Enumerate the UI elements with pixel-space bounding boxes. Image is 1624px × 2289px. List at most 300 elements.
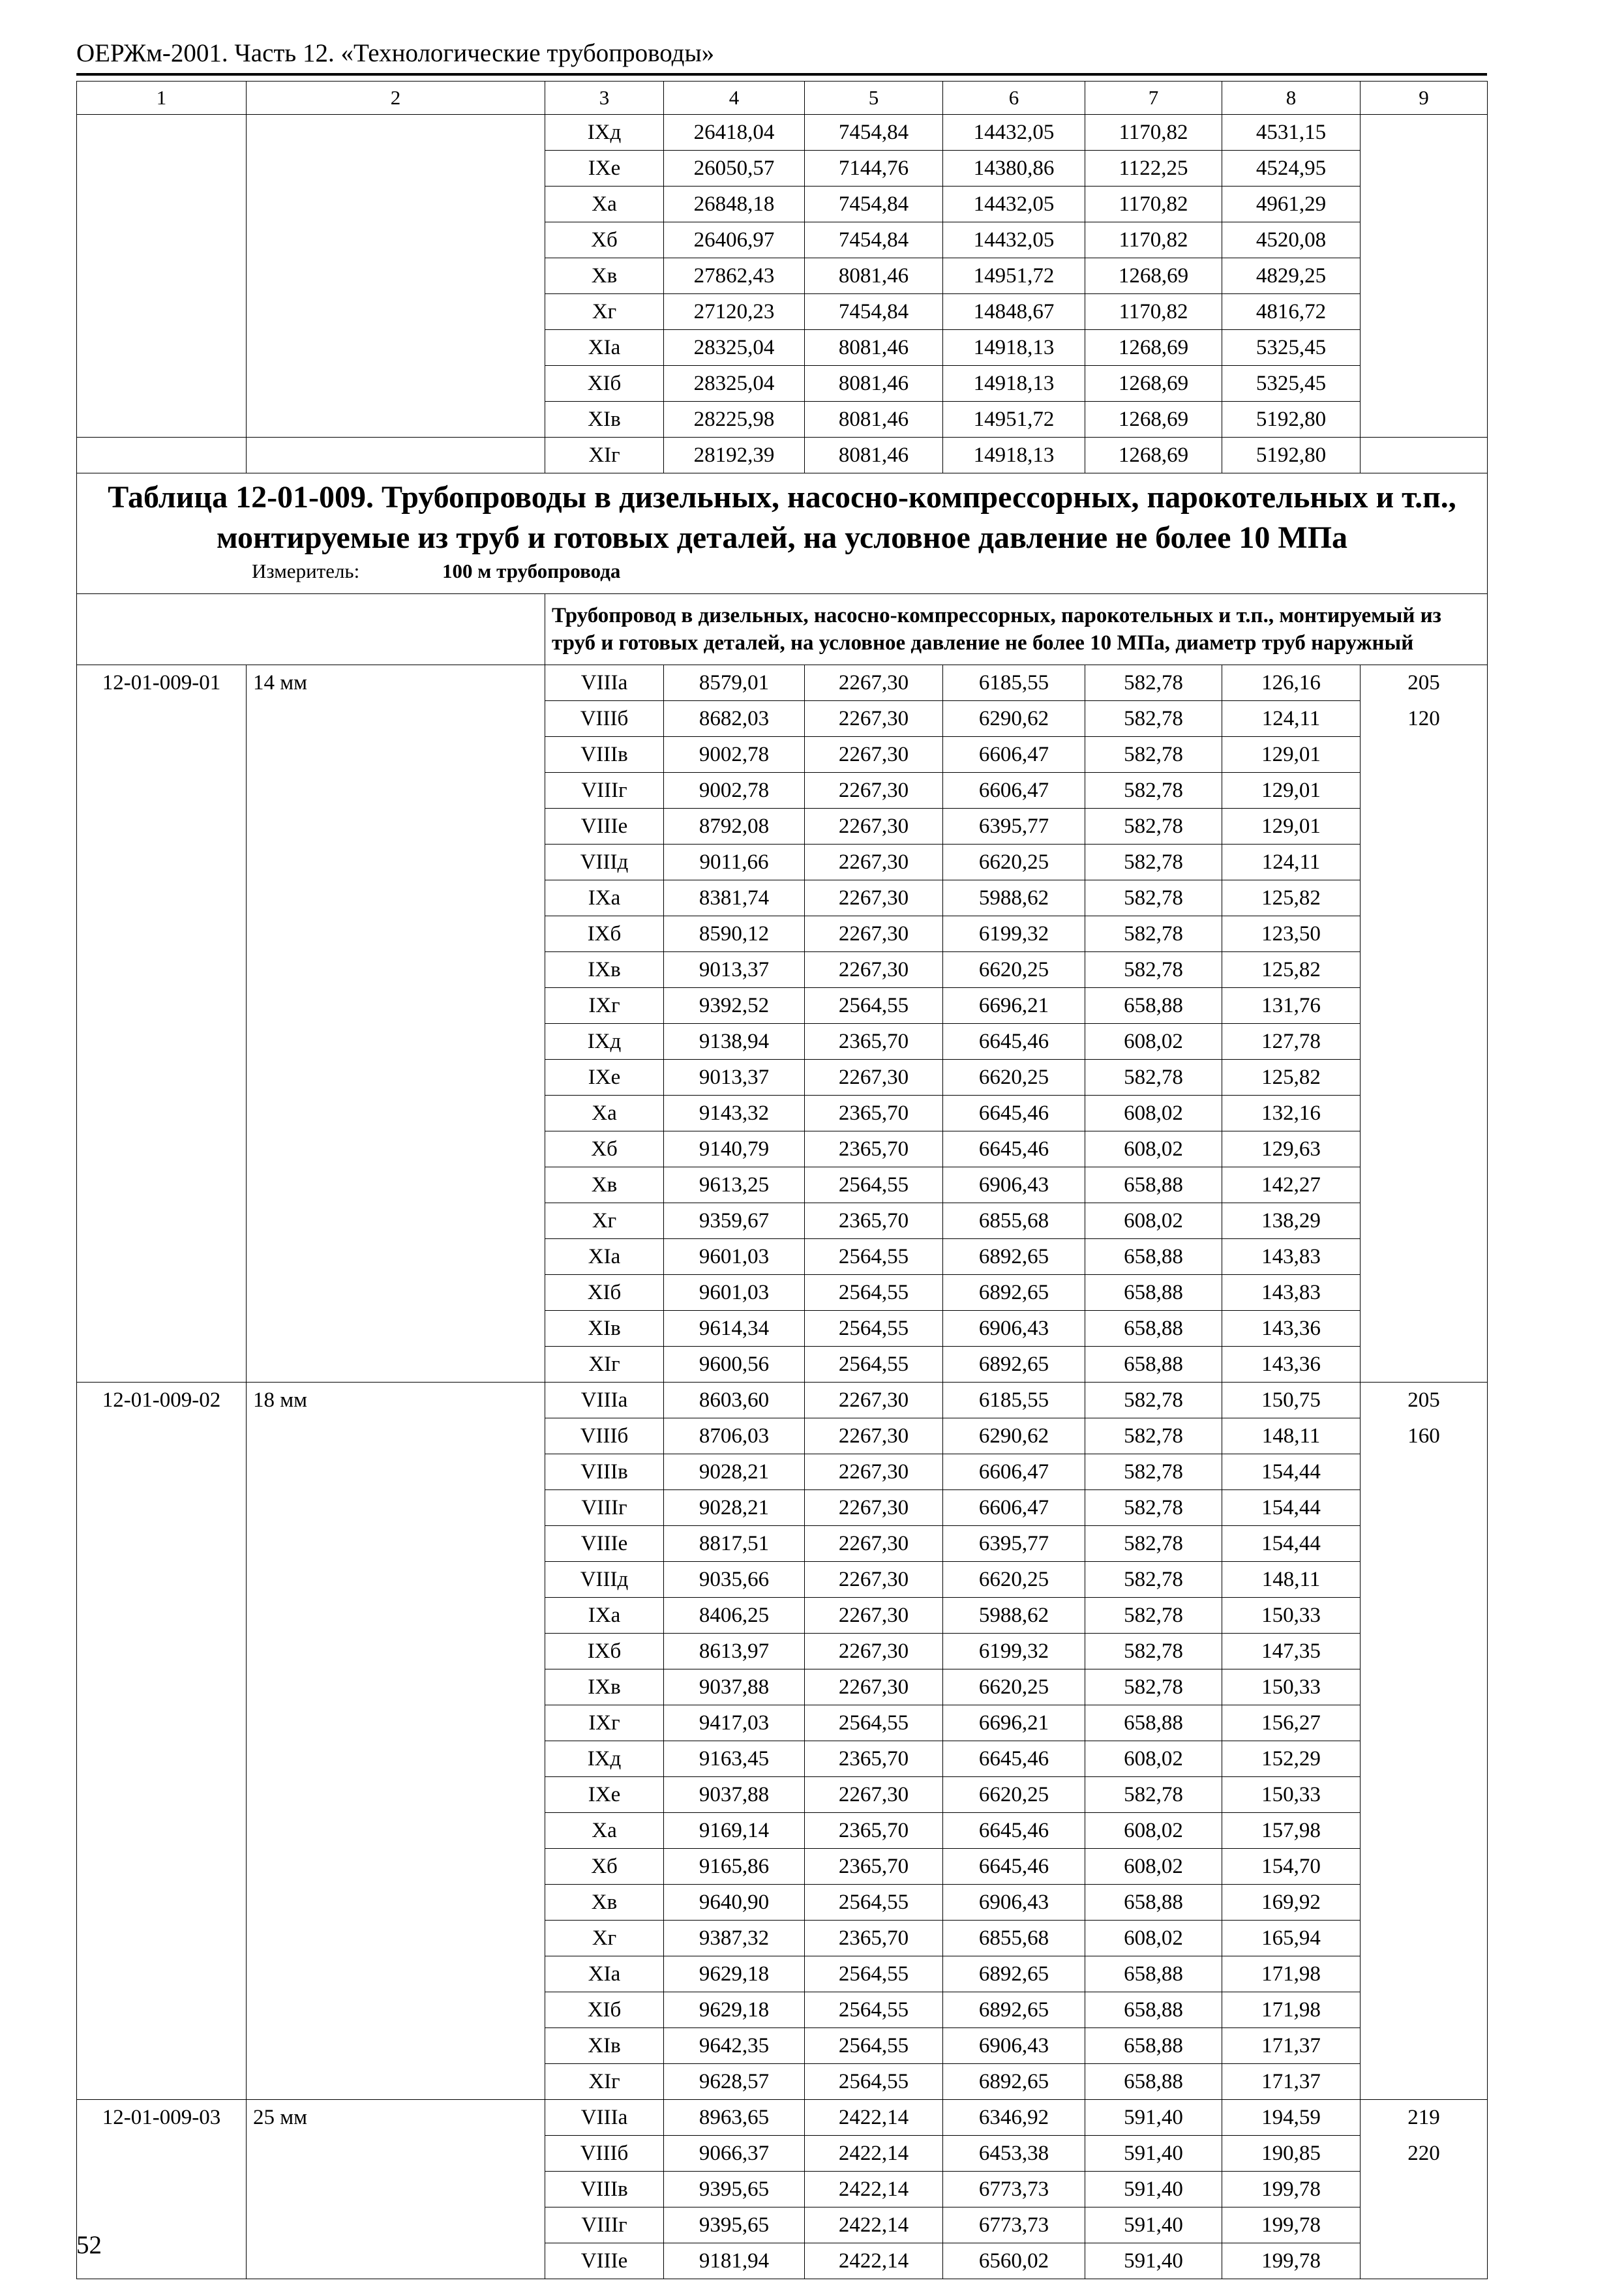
table-row: [77, 1705, 1488, 1741]
total-cost-cell: 9359,67: [664, 1203, 805, 1239]
driver-wages-cell: 582,78: [1085, 1490, 1222, 1526]
code-cell: [77, 258, 247, 294]
size-cell: [247, 2207, 545, 2243]
size-cell: [247, 988, 545, 1024]
table-row: [77, 1347, 1488, 1383]
extra-cell: [1361, 737, 1488, 773]
driver-wages-cell: 658,88: [1085, 1311, 1222, 1347]
total-cost-cell: 26848,18: [664, 187, 805, 222]
table-row: [77, 952, 1488, 988]
driver-wages-cell: 582,78: [1085, 952, 1222, 988]
wages-cell: 2564,55: [805, 1347, 943, 1383]
machines-cell: 14918,13: [943, 366, 1085, 402]
table-row: [77, 880, 1488, 916]
driver-wages-cell: 582,78: [1085, 1598, 1222, 1634]
materials-cell: 138,29: [1222, 1203, 1361, 1239]
extra-cell: 205: [1361, 665, 1488, 701]
machines-cell: 6606,47: [943, 1454, 1085, 1490]
code-cell: [77, 2207, 247, 2243]
machines-cell: 14918,13: [943, 438, 1085, 473]
wages-cell: 2267,30: [805, 665, 943, 701]
machines-cell: 14951,72: [943, 402, 1085, 438]
table-row: [77, 1669, 1488, 1705]
driver-wages-cell: 608,02: [1085, 1813, 1222, 1849]
driver-wages-cell: 1170,82: [1085, 294, 1222, 330]
column-number: 2: [247, 82, 545, 115]
size-cell: [247, 258, 545, 294]
size-cell: [247, 1060, 545, 1096]
size-cell: [247, 1885, 545, 1921]
page-header-title: ОЕРЖм-2001. Часть 12. «Технологические трубопроводы»: [76, 39, 715, 67]
materials-cell: 129,01: [1222, 809, 1361, 845]
total-cost-cell: 9392,52: [664, 988, 805, 1024]
driver-wages-cell: 582,78: [1085, 701, 1222, 737]
machines-cell: 6395,77: [943, 1526, 1085, 1562]
extra-cell: [1361, 1705, 1488, 1741]
table-row: [77, 1060, 1488, 1096]
extra-cell: [1361, 1131, 1488, 1167]
total-cost-cell: 8613,97: [664, 1634, 805, 1669]
driver-wages-cell: 582,78: [1085, 845, 1222, 880]
machines-cell: 6645,46: [943, 1131, 1085, 1167]
driver-wages-cell: 582,78: [1085, 1669, 1222, 1705]
size-cell: [247, 1598, 545, 1634]
page-number: 52: [76, 2231, 102, 2259]
group-class-cell: Xв: [545, 1167, 664, 1203]
table-row: [77, 1311, 1488, 1347]
subtitle-row: [77, 594, 1488, 665]
size-cell: [247, 952, 545, 988]
group-class-cell: Xб: [545, 222, 664, 258]
materials-cell: 4829,25: [1222, 258, 1361, 294]
group-class-cell: XIб: [545, 1992, 664, 2028]
code-cell: [77, 2136, 247, 2172]
extra-cell: [1361, 988, 1488, 1024]
driver-wages-cell: 582,78: [1085, 737, 1222, 773]
machines-cell: 6892,65: [943, 1956, 1085, 1992]
group-class-cell: Xа: [545, 1813, 664, 1849]
group-class-cell: Xг: [545, 294, 664, 330]
materials-cell: 150,75: [1222, 1383, 1361, 1418]
group-class-cell: Xа: [545, 187, 664, 222]
table-row: [77, 222, 1488, 258]
total-cost-cell: 28325,04: [664, 366, 805, 402]
size-cell: [247, 737, 545, 773]
group-class-cell: IXг: [545, 1705, 664, 1741]
driver-wages-cell: 1122,25: [1085, 151, 1222, 187]
group-class-cell: IXв: [545, 1669, 664, 1705]
table-row: [77, 773, 1488, 809]
driver-wages-cell: 582,78: [1085, 773, 1222, 809]
driver-wages-cell: 582,78: [1085, 665, 1222, 701]
group-class-cell: IXа: [545, 1598, 664, 1634]
total-cost-cell: 8406,25: [664, 1598, 805, 1634]
table-row: [77, 916, 1488, 952]
table-row: [77, 151, 1488, 187]
total-cost-cell: 9013,37: [664, 952, 805, 988]
extra-cell: [1361, 330, 1488, 366]
driver-wages-cell: 591,40: [1085, 2172, 1222, 2207]
code-cell: [77, 1096, 247, 1131]
size-cell: [247, 294, 545, 330]
size-cell: [247, 2243, 545, 2279]
group-class-cell: VIIIв: [545, 737, 664, 773]
group-class-cell: VIIIе: [545, 809, 664, 845]
column-number: 3: [545, 82, 664, 115]
group-class-cell: XIг: [545, 1347, 664, 1383]
group-class-cell: IXд: [545, 1024, 664, 1060]
code-cell: 12-01-009-02: [77, 1383, 247, 1418]
wages-cell: 2564,55: [805, 1885, 943, 1921]
size-cell: [247, 1239, 545, 1275]
total-cost-cell: 27862,43: [664, 258, 805, 294]
table-row: [77, 2207, 1488, 2243]
driver-wages-cell: 658,88: [1085, 1705, 1222, 1741]
code-cell: [77, 1849, 247, 1885]
column-number: 5: [805, 82, 943, 115]
machines-cell: 6773,73: [943, 2207, 1085, 2243]
table-row: [77, 1490, 1488, 1526]
table-row: [77, 2172, 1488, 2207]
extra-cell: [1361, 294, 1488, 330]
group-class-cell: XIб: [545, 366, 664, 402]
size-cell: [247, 880, 545, 916]
code-cell: [77, 1885, 247, 1921]
wages-cell: 7454,84: [805, 294, 943, 330]
group-class-cell: IXб: [545, 1634, 664, 1669]
size-cell: [247, 845, 545, 880]
machines-cell: 6290,62: [943, 701, 1085, 737]
driver-wages-cell: 582,78: [1085, 880, 1222, 916]
code-cell: [77, 845, 247, 880]
table-row: [77, 2136, 1488, 2172]
size-cell: [247, 1777, 545, 1813]
driver-wages-cell: 582,78: [1085, 1526, 1222, 1562]
unit-value: 100 м трубопровода: [442, 560, 621, 582]
extra-cell: [1361, 115, 1488, 151]
wages-cell: 7454,84: [805, 115, 943, 151]
code-cell: [77, 1562, 247, 1598]
group-class-cell: IXд: [545, 1741, 664, 1777]
group-class-cell: VIIIд: [545, 845, 664, 880]
extra-cell: [1361, 1024, 1488, 1060]
extra-cell: [1361, 2207, 1488, 2243]
group-class-cell: IXд: [545, 115, 664, 151]
size-cell: [247, 1705, 545, 1741]
extra-cell: [1361, 952, 1488, 988]
wages-cell: 2422,14: [805, 2243, 943, 2279]
materials-cell: 5192,80: [1222, 402, 1361, 438]
machines-cell: 6199,32: [943, 1634, 1085, 1669]
table-row: [77, 1526, 1488, 1562]
table-row: [77, 1275, 1488, 1311]
extra-cell: [1361, 1777, 1488, 1813]
materials-cell: 199,78: [1222, 2172, 1361, 2207]
group-class-cell: VIIIа: [545, 2100, 664, 2136]
wages-cell: 2267,30: [805, 1490, 943, 1526]
size-cell: [247, 1562, 545, 1598]
wages-cell: 2564,55: [805, 2064, 943, 2100]
machines-cell: 6185,55: [943, 665, 1085, 701]
total-cost-cell: 9013,37: [664, 1060, 805, 1096]
size-cell: [247, 151, 545, 187]
code-cell: [77, 952, 247, 988]
machines-cell: 6346,92: [943, 2100, 1085, 2136]
materials-cell: 124,11: [1222, 845, 1361, 880]
machines-cell: 5988,62: [943, 1598, 1085, 1634]
machines-cell: 6620,25: [943, 1562, 1085, 1598]
table-row: [77, 845, 1488, 880]
size-cell: [247, 1347, 545, 1383]
driver-wages-cell: 582,78: [1085, 1777, 1222, 1813]
code-cell: [77, 988, 247, 1024]
materials-cell: 157,98: [1222, 1813, 1361, 1849]
extra-cell: 220: [1361, 2136, 1488, 2172]
total-cost-cell: 9601,03: [664, 1239, 805, 1275]
size-cell: [247, 222, 545, 258]
materials-cell: 199,78: [1222, 2243, 1361, 2279]
machines-cell: 6892,65: [943, 1347, 1085, 1383]
total-cost-cell: 8817,51: [664, 1526, 805, 1562]
group-class-cell: VIIIд: [545, 1562, 664, 1598]
materials-cell: 171,98: [1222, 1992, 1361, 2028]
materials-cell: 143,83: [1222, 1239, 1361, 1275]
materials-cell: 4816,72: [1222, 294, 1361, 330]
machines-cell: 6620,25: [943, 1777, 1085, 1813]
column-number: 1: [77, 82, 247, 115]
group-class-cell: IXб: [545, 916, 664, 952]
group-class-cell: VIIIг: [545, 1490, 664, 1526]
total-cost-cell: 9140,79: [664, 1131, 805, 1167]
wages-cell: 8081,46: [805, 330, 943, 366]
table-row: [77, 294, 1488, 330]
machines-cell: 6645,46: [943, 1741, 1085, 1777]
total-cost-cell: 9165,86: [664, 1849, 805, 1885]
extra-cell: [1361, 880, 1488, 916]
machines-cell: 6560,02: [943, 2243, 1085, 2279]
total-cost-cell: 9395,65: [664, 2172, 805, 2207]
subtitle: Трубопровод в дизельных, насосно-компрессорных, парокотельных и т.п., монтируемый из труб и готовых деталей, на условное давление не более 10 МПа, диаметр труб наружный: [545, 594, 1488, 665]
table-row: [77, 115, 1488, 151]
extra-cell: [1361, 1598, 1488, 1634]
wages-cell: 2267,30: [805, 1669, 943, 1705]
wages-cell: 2267,30: [805, 952, 943, 988]
total-cost-cell: 9613,25: [664, 1167, 805, 1203]
extra-cell: [1361, 1669, 1488, 1705]
size-cell: [247, 1921, 545, 1956]
wages-cell: 2365,70: [805, 1024, 943, 1060]
machines-cell: 6645,46: [943, 1849, 1085, 1885]
materials-cell: 124,11: [1222, 701, 1361, 737]
size-cell: [247, 1956, 545, 1992]
size-cell: [247, 330, 545, 366]
materials-cell: 129,63: [1222, 1131, 1361, 1167]
total-cost-cell: 9035,66: [664, 1562, 805, 1598]
size-cell: [247, 1669, 545, 1705]
total-cost-cell: 9181,94: [664, 2243, 805, 2279]
size-cell: [247, 2172, 545, 2207]
wages-cell: 2564,55: [805, 1167, 943, 1203]
machines-cell: 6892,65: [943, 1992, 1085, 2028]
table-row: [77, 665, 1488, 701]
wages-cell: 2267,30: [805, 1777, 943, 1813]
extra-cell: [1361, 1096, 1488, 1131]
group-class-cell: VIIIб: [545, 1418, 664, 1454]
column-number: 8: [1222, 82, 1361, 115]
table-row: [77, 1885, 1488, 1921]
driver-wages-cell: 582,78: [1085, 1383, 1222, 1418]
wages-cell: 2267,30: [805, 1634, 943, 1669]
machines-cell: 6620,25: [943, 1669, 1085, 1705]
materials-cell: 5325,45: [1222, 330, 1361, 366]
table-row: [77, 2100, 1488, 2136]
group-class-cell: IXа: [545, 880, 664, 916]
extra-cell: [1361, 1347, 1488, 1383]
driver-wages-cell: 608,02: [1085, 1131, 1222, 1167]
driver-wages-cell: 1170,82: [1085, 115, 1222, 151]
code-cell: [77, 2028, 247, 2064]
total-cost-cell: 9002,78: [664, 773, 805, 809]
driver-wages-cell: 608,02: [1085, 1849, 1222, 1885]
materials-cell: 4520,08: [1222, 222, 1361, 258]
extra-cell: [1361, 1849, 1488, 1885]
materials-cell: 199,78: [1222, 2207, 1361, 2243]
wages-cell: 2365,70: [805, 1741, 943, 1777]
code-cell: [77, 1418, 247, 1454]
code-cell: [77, 294, 247, 330]
total-cost-cell: 27120,23: [664, 294, 805, 330]
machines-cell: 6645,46: [943, 1024, 1085, 1060]
machines-cell: 14380,86: [943, 151, 1085, 187]
wages-cell: 2365,70: [805, 1921, 943, 1956]
extra-cell: [1361, 1885, 1488, 1921]
materials-cell: 126,16: [1222, 665, 1361, 701]
materials-cell: 171,37: [1222, 2064, 1361, 2100]
driver-wages-cell: 608,02: [1085, 1024, 1222, 1060]
driver-wages-cell: 658,88: [1085, 988, 1222, 1024]
wages-cell: 7454,84: [805, 222, 943, 258]
group-class-cell: VIIIа: [545, 1383, 664, 1418]
table-row: [77, 1741, 1488, 1777]
machines-cell: 14432,05: [943, 115, 1085, 151]
extra-cell: [1361, 2243, 1488, 2279]
group-class-cell: Xб: [545, 1131, 664, 1167]
size-cell: [247, 1634, 545, 1669]
extra-cell: [1361, 1921, 1488, 1956]
wages-cell: 2422,14: [805, 2172, 943, 2207]
wages-cell: 2267,30: [805, 880, 943, 916]
wages-cell: 2267,30: [805, 1060, 943, 1096]
extra-cell: [1361, 1311, 1488, 1347]
materials-cell: 150,33: [1222, 1598, 1361, 1634]
total-cost-cell: 9629,18: [664, 1956, 805, 1992]
total-cost-cell: 9037,88: [664, 1669, 805, 1705]
wages-cell: 2564,55: [805, 1956, 943, 1992]
group-class-cell: XIв: [545, 2028, 664, 2064]
code-cell: [77, 737, 247, 773]
materials-cell: 4961,29: [1222, 187, 1361, 222]
code-cell: [77, 1526, 247, 1562]
code-cell: [77, 1024, 247, 1060]
driver-wages-cell: 608,02: [1085, 1741, 1222, 1777]
column-number: 6: [943, 82, 1085, 115]
driver-wages-cell: 582,78: [1085, 916, 1222, 952]
wages-cell: 2267,30: [805, 701, 943, 737]
size-cell: [247, 701, 545, 737]
machines-cell: 6892,65: [943, 1275, 1085, 1311]
table-row: [77, 1562, 1488, 1598]
extra-cell: [1361, 1741, 1488, 1777]
group-class-cell: Xб: [545, 1849, 664, 1885]
total-cost-cell: 28225,98: [664, 402, 805, 438]
extra-cell: [1361, 1454, 1488, 1490]
size-cell: [247, 2064, 545, 2100]
total-cost-cell: 9037,88: [664, 1777, 805, 1813]
code-cell: [77, 222, 247, 258]
driver-wages-cell: 582,78: [1085, 1418, 1222, 1454]
total-cost-cell: 8792,08: [664, 809, 805, 845]
table-row: [77, 1992, 1488, 2028]
wages-cell: 2564,55: [805, 2028, 943, 2064]
total-cost-cell: 9629,18: [664, 1992, 805, 2028]
driver-wages-cell: 658,88: [1085, 1956, 1222, 1992]
materials-cell: 147,35: [1222, 1634, 1361, 1669]
materials-cell: 148,11: [1222, 1562, 1361, 1598]
driver-wages-cell: 582,78: [1085, 1454, 1222, 1490]
machines-cell: 6892,65: [943, 2064, 1085, 2100]
total-cost-cell: 8963,65: [664, 2100, 805, 2136]
group-class-cell: IXв: [545, 952, 664, 988]
code-cell: [77, 115, 247, 151]
table-row: [77, 1167, 1488, 1203]
materials-cell: 125,82: [1222, 1060, 1361, 1096]
code-cell: [77, 1956, 247, 1992]
code-cell: [77, 1741, 247, 1777]
extra-cell: [1361, 187, 1488, 222]
total-cost-cell: 9600,56: [664, 1347, 805, 1383]
table-row: [77, 1634, 1488, 1669]
machines-cell: 5988,62: [943, 880, 1085, 916]
machines-cell: 6185,55: [943, 1383, 1085, 1418]
group-class-cell: VIIIа: [545, 665, 664, 701]
code-cell: [77, 1634, 247, 1669]
extra-cell: [1361, 773, 1488, 809]
size-cell: [247, 1203, 545, 1239]
size-cell: [247, 1275, 545, 1311]
size-cell: [247, 115, 545, 151]
group-class-cell: Xв: [545, 1885, 664, 1921]
extra-cell: [1361, 222, 1488, 258]
code-cell: [77, 366, 247, 402]
code-cell: [77, 1813, 247, 1849]
wages-cell: 2267,30: [805, 1526, 943, 1562]
wages-cell: 2365,70: [805, 1096, 943, 1131]
extra-cell: [1361, 1634, 1488, 1669]
driver-wages-cell: 658,88: [1085, 1347, 1222, 1383]
extra-cell: [1361, 916, 1488, 952]
machines-cell: 6620,25: [943, 1060, 1085, 1096]
machines-cell: 6892,65: [943, 1239, 1085, 1275]
size-cell: [247, 1526, 545, 1562]
machines-cell: 6645,46: [943, 1096, 1085, 1131]
code-cell: [77, 1239, 247, 1275]
table-row: [77, 1921, 1488, 1956]
code-cell: [77, 773, 247, 809]
driver-wages-cell: 582,78: [1085, 809, 1222, 845]
total-cost-cell: 9395,65: [664, 2207, 805, 2243]
size-cell: [247, 187, 545, 222]
group-class-cell: Xа: [545, 1096, 664, 1131]
